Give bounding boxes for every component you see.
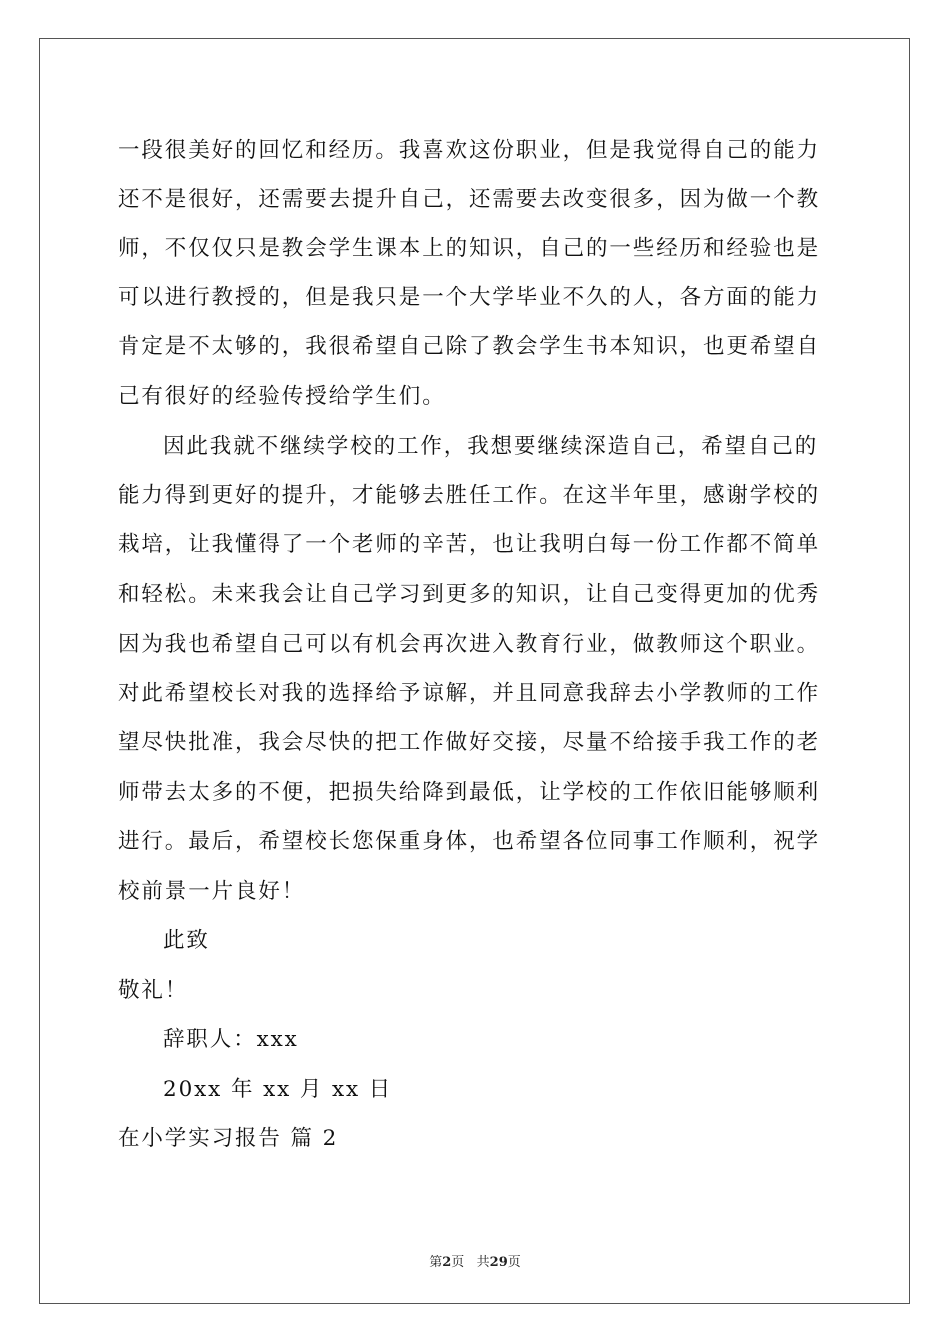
- body-line-4: 可以进行教授的，但是我只是一个大学毕业不久的人，各方面的能力: [118, 285, 821, 310]
- footer-page-suffix: 页: [507, 1255, 521, 1270]
- body-line-16: 校前景一片良好！: [118, 879, 306, 904]
- body-line-5: 肯定是不太够的，我很希望自己除了教会学生书本知识，也更希望自: [118, 334, 821, 359]
- page-border: [39, 38, 910, 1304]
- page-footer: [0, 1251, 950, 1270]
- body-line-3: 师，不仅仅只是教会学生课本上的知识，自己的一些经历和经验也是: [118, 236, 821, 261]
- footer-page-total: 29: [489, 1255, 508, 1270]
- body-line-13: 望尽快批准，我会尽快的把工作做好交接，尽量不给接手我工作的老: [118, 730, 821, 755]
- body-line-15: 进行。最后，希望校长您保重身体，也希望各位同事工作顺利，祝学: [118, 829, 821, 854]
- next-section-heading: 在小学实习报告 篇 2: [118, 1126, 339, 1151]
- body-line-10: 和轻松。未来我会让自己学习到更多的知识，让自己变得更加的优秀: [118, 582, 821, 607]
- body-line-8: 能力得到更好的提升，才能够去胜任工作。在这半年里，感谢学校的: [118, 483, 821, 508]
- body-line-1: 一段很美好的回忆和经历。我喜欢这份职业，但是我觉得自己的能力: [118, 138, 821, 163]
- salute-text: 敬礼！: [118, 978, 189, 1003]
- date-text: 20xx 年 xx 月 xx 日: [163, 1077, 393, 1102]
- body-line-12: 对此希望校长对我的选择给予谅解，并且同意我辞去小学教师的工作: [118, 681, 821, 706]
- body-line-2: 还不是很好，还需要去提升自己，还需要去改变很多，因为做一个教: [118, 187, 821, 212]
- body-line-11: 因为我也希望自己可以有机会再次进入教育行业，做教师这个职业。: [118, 632, 821, 657]
- footer-page-prefix: 第: [429, 1255, 443, 1270]
- closing-text: 此致: [163, 928, 210, 953]
- body-line-7: 因此我就不继续学校的工作，我想要继续深造自己，希望自己的: [163, 434, 819, 459]
- body-line-6: 己有很好的经验传授给学生们。: [118, 384, 446, 409]
- signature-text: 辞职人：xxx: [163, 1027, 299, 1052]
- footer-page-current: 2: [442, 1255, 452, 1270]
- body-line-9: 栽培，让我懂得了一个老师的辛苦，也让我明白每一份工作都不简单: [118, 532, 821, 557]
- body-line-14: 师带去太多的不便，把损失给降到最低，让学校的工作依旧能够顺利: [118, 780, 821, 805]
- footer-page-mid: 页 共: [451, 1255, 490, 1270]
